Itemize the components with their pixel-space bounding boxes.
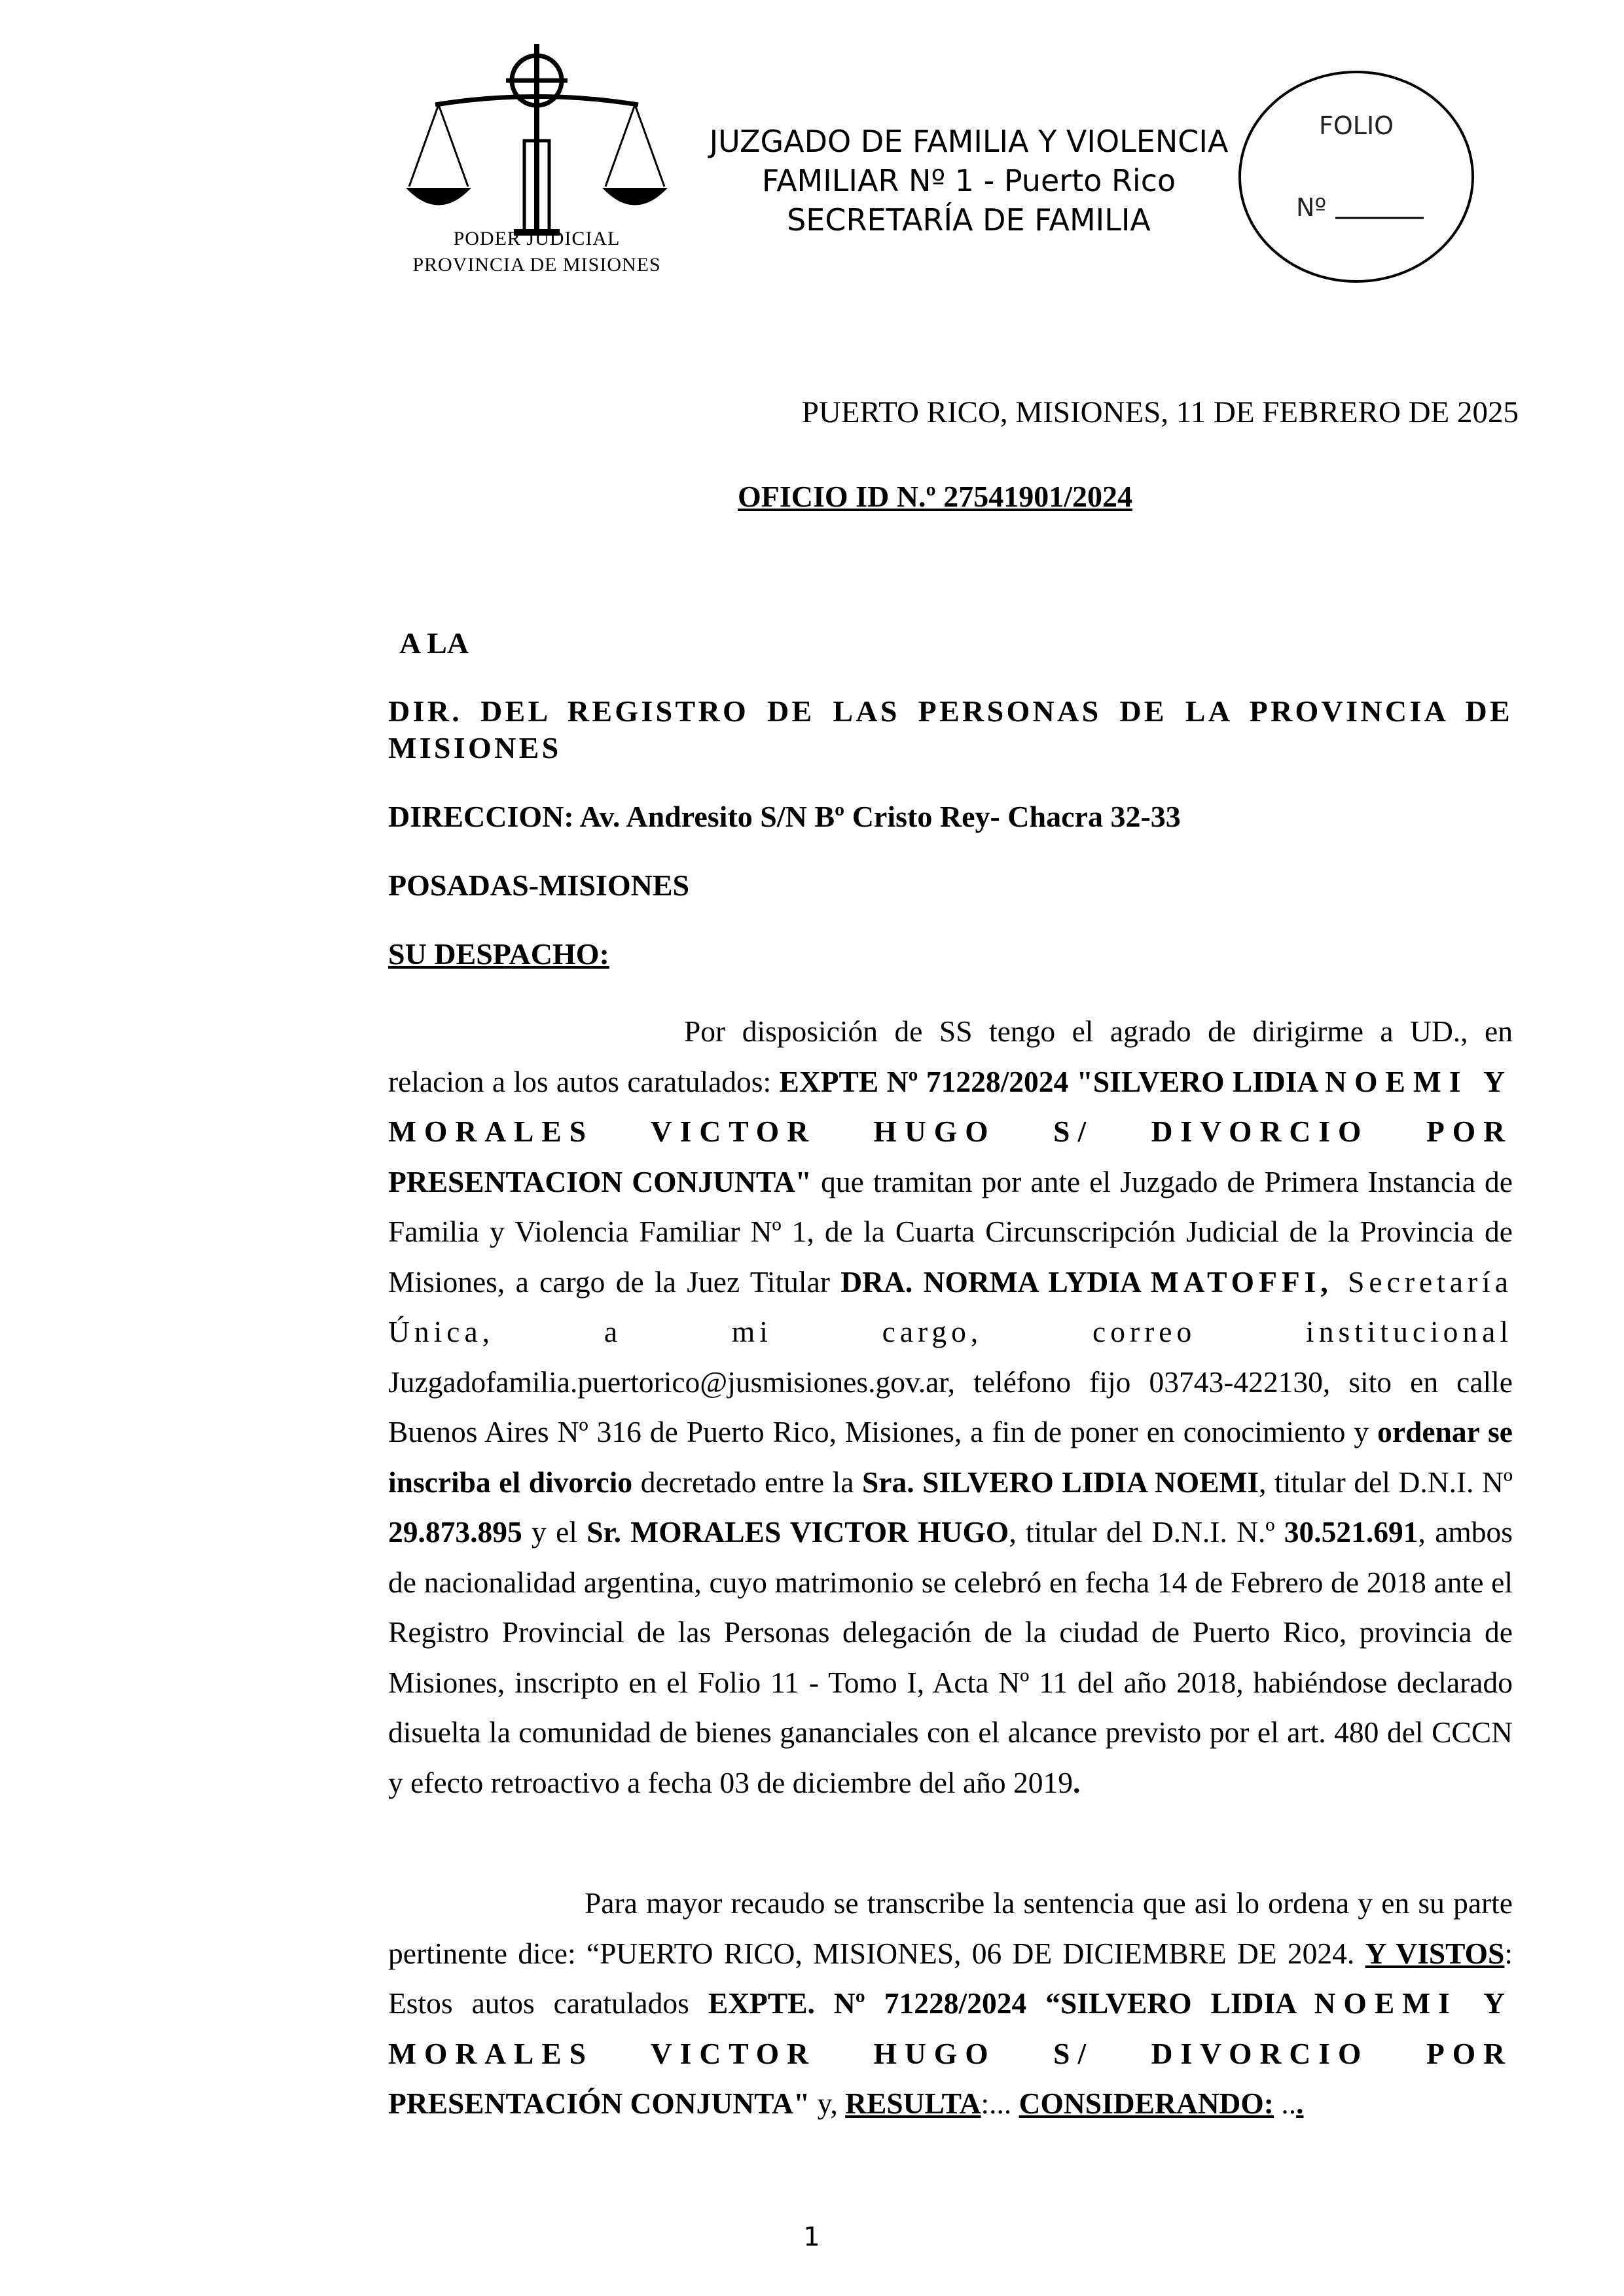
p2-and: y, [810,2087,846,2120]
p2-ellipsis-1: :... [981,2087,1019,2120]
body-paragraph-1 [388,1007,1513,1808]
p1-between: decretado entre la [632,1465,862,1499]
p2-y-vistos: Y VISTOS [1365,1936,1505,1970]
p1-judge-surname: MATOFFI, [1150,1265,1333,1299]
p1-dni-1: 29.873.895 [388,1515,522,1549]
recipient-salutation: A LA [399,626,469,660]
folio-label: FOLIO [1319,111,1394,140]
p2-expte: EXPTE. Nº 71228/2024 “SILVERO LIDIA [708,1986,1314,2020]
folio-number-label: Nº [1296,193,1327,222]
p2-resulta: RESULTA [845,2087,981,2120]
p1-judge-name: DRA. NORMA LYDIA [840,1265,1151,1299]
p1-marriage-details: , ambos de nacionalidad argentina, cuyo matrimonio se celebró en fecha 14 de Febrero de 2018 ante el Registro Provincial de las Personas delegación de la ciudad de Puerto Rico, provincia de Misiones, inscripto en el Folio 11 - Tomo I, Acta Nº 11 del año 2018, habiéndose declarado disuelta la comunidad de bienes gananciales con el alcance previsto por el art. 480 del CCCN y efecto retroactivo a fecha 03 de diciembre del año 2019 [388,1515,1513,1799]
p1-party-2: Sr. MORALES VICTOR HUGO [586,1515,1009,1549]
court-logo [396,43,677,291]
p1-intro: Por disposición de SS tengo el agrado de dirigirme a UD., en relacion a los autos caratulados: [388,1014,1513,1098]
p1-secretaria: Secretaría Única, a mi cargo, correo institucional [388,1265,1513,1348]
p1-expte: EXPTE Nº 71228/2024 "SILVERO LIDIA [779,1064,1326,1098]
p1-parties: NOEMI Y MORALES VICTOR HUGO S/ DIVORCIO POR [388,1064,1513,1148]
scales-of-justice-icon [396,43,677,239]
folio-stamp [1231,62,1486,291]
p2-final-period: . [1296,2087,1304,2120]
body-paragraph-2 [388,1878,1513,2129]
p1-caption-end: PRESENTACION CONJUNTA" [388,1164,812,1198]
p1-final-period: . [1073,1765,1081,1799]
p2-ellipsis-2: .. [1273,2087,1297,2120]
p1-dni-label-1: , titular del D.N.I. Nº [1259,1465,1513,1499]
p2-autos: : Estos autos caratulados [388,1936,1513,2020]
recipient-city: POSADAS-MISIONES [388,869,690,902]
p1-order: ordenar se inscriba el divorcio [388,1415,1513,1499]
p1-dni-label-2: , titular del D.N.I. N.º [1009,1515,1284,1549]
logo-line-2: PROVINCIA DE MISIONES [412,254,661,276]
court-secretaria: SECRETARÍA DE FAMILIA [787,202,1151,238]
su-despacho: SU DESPACHO: [388,937,609,971]
recipient-entity [388,693,1513,766]
court-name-line-2: FAMILIAR Nº 1 - Puerto Rico [761,163,1176,198]
p1-and: y el [522,1515,587,1549]
p2-parties: NOEMI Y MORALES VICTOR HUGO S/ DIVORCIO POR [388,1986,1513,2070]
recipient-entity-text: DIR. DEL REGISTRO DE LAS PERSONAS DE LA PROVINCIA DE MISIONES [388,694,1513,764]
date-line: PUERTO RICO, MISIONES, 11 DE FEBRERO DE 2025 [801,395,1519,429]
p1-court-text: que tramitan por ante el Juzgado de Primera Instancia de Familia y Violencia Familiar Nº 1, de la Cuarta Circunscripción Judicial de la Provincia de Misiones, a cargo de la Juez Titular [388,1164,1513,1299]
court-name-line-1: JUZGADO DE FAMILIA Y VIOLENCIA [709,124,1229,159]
p1-contact: Juzgadofamilia.puertorico@jusmisiones.gov.ar, teléfono fijo 03743-422130, sito en calle Buenos Aires Nº 316 de Puerto Rico, Misiones, a fin de poner en conocimiento y [388,1365,1513,1448]
p2-considerando: CONSIDERANDO: [1019,2087,1274,2120]
stamp-circle-icon [1231,62,1486,291]
logo-line-1: PODER JUDICIAL [453,228,621,249]
p2-intro: Para mayor recaudo se transcribe la sentencia que asi lo ordena y en su parte pertinente dice: “PUERTO RICO, MISIONES, 06 DE DICIEMBRE DE 2024. [388,1886,1513,1970]
page-number: 1 [803,2222,820,2252]
p1-dni-2: 30.521.691 [1284,1515,1418,1549]
p2-caption-end: PRESENTACIÓN CONJUNTA" [388,2087,810,2120]
oficio-id: OFICIO ID N.º 27541901/2024 [738,480,1132,513]
recipient-address: DIRECCION: Av. Andresito S/N Bº Cristo Rey- Chacra 32-33 [388,800,1181,833]
p1-party-1: Sra. SILVERO LIDIA NOEMI [861,1465,1259,1499]
